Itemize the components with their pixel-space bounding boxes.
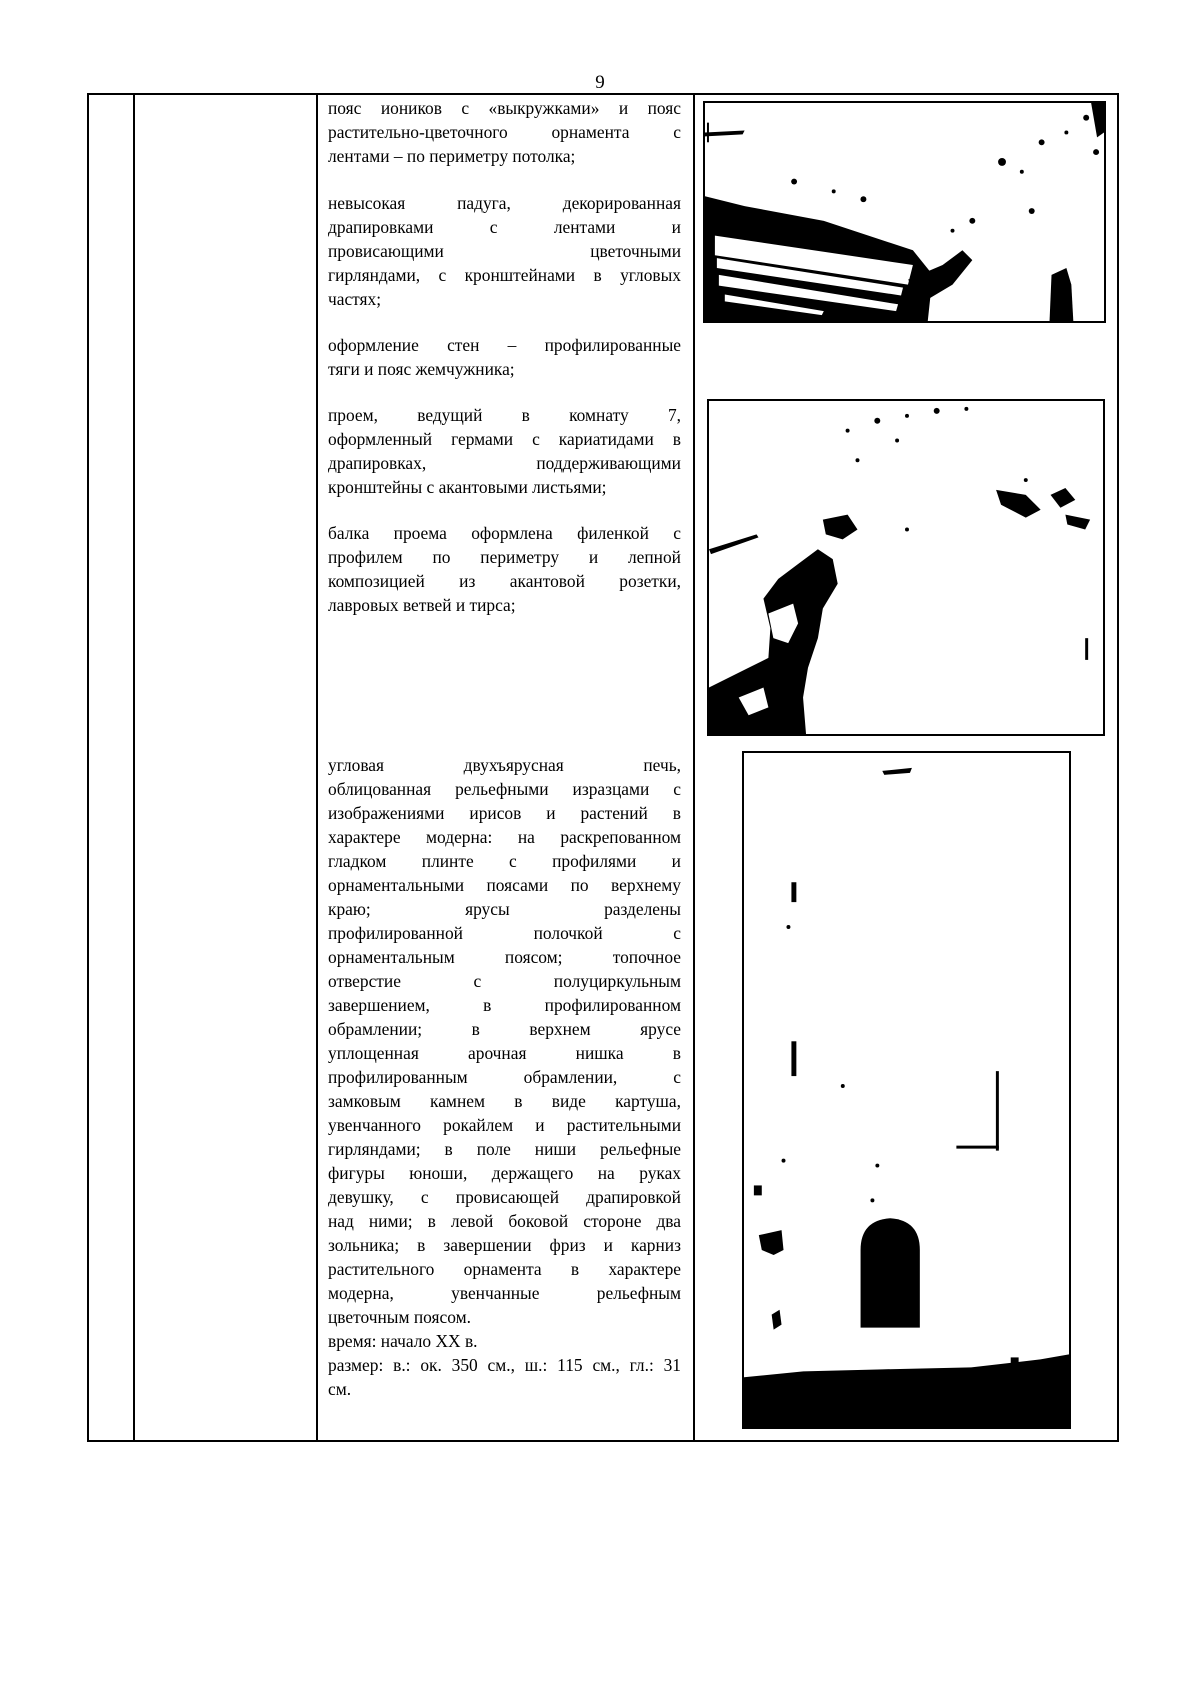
photo-corner-stove-image	[744, 753, 1069, 1427]
text-line: пояс иоников с «выкружками» и пояс	[328, 98, 681, 118]
text-block-walls	[328, 333, 681, 381]
text-line: растительно-цветочного орнамента с	[328, 122, 681, 142]
text-line: замковым камнем в виде картуша,	[328, 1091, 681, 1111]
photo-doorway-image	[709, 401, 1103, 734]
text-line: кронштейны с акантовыми листьями;	[328, 477, 607, 497]
text-block-stove	[328, 753, 681, 1329]
photo-ceiling-corner-image	[705, 103, 1104, 321]
text-line: увенчанного рокайлем и растительными	[328, 1115, 681, 1135]
text-line: девушку, с провисающей драпировкой	[328, 1187, 681, 1207]
page-number: 9	[595, 72, 605, 93]
text-line: орнаментальным поясом; топочное	[328, 947, 681, 967]
text-line: уплощенная арочная нишка в	[328, 1043, 681, 1063]
text-line: время: начало XX в.	[328, 1331, 478, 1351]
text-line: драпировках, поддерживающими	[328, 453, 681, 473]
text-line: частях;	[328, 289, 382, 309]
text-line: тяги и пояс жемчужника;	[328, 359, 515, 379]
text-line: изображениями ирисов и растений в	[328, 803, 681, 823]
column-divider-1	[133, 93, 135, 1442]
text-line: гирляндами; в поле ниши рельефные	[328, 1139, 681, 1159]
text-line: балка проема оформлена филенкой с	[328, 523, 681, 543]
text-block-beam	[328, 521, 681, 617]
text-line: оформление стен – профилированные	[328, 335, 681, 355]
text-line: отверстие с полуциркульным	[328, 971, 681, 991]
text-line: профилированным обрамлении, с	[328, 1067, 681, 1087]
text-line: угловая двухъярусная печь,	[328, 755, 681, 775]
text-line: зольника; в завершении фриз и карниз	[328, 1235, 681, 1255]
column-divider-2	[316, 93, 318, 1442]
text-line: модерна, увенчанные рельефным	[328, 1283, 681, 1303]
text-line: растительного орнамента в характере	[328, 1259, 681, 1279]
text-line: гладком плинте с профилями и	[328, 851, 681, 871]
text-line: невысокая падуга, декорированная	[328, 193, 681, 213]
text-line: гирляндами, с кронштейнами в угловых	[328, 265, 681, 285]
text-line: фигуры юноши, держащего на руках	[328, 1163, 681, 1183]
text-line: профилированной полочкой с	[328, 923, 681, 943]
text-block-paduga	[328, 191, 681, 311]
column-divider-3	[693, 93, 695, 1442]
photo-ceiling-corner	[703, 101, 1106, 323]
text-line: орнаментальными поясами по верхнему	[328, 875, 681, 895]
photo-doorway	[707, 399, 1105, 736]
text-block-doorway	[328, 403, 681, 499]
text-line: краю; ярусы разделены	[328, 899, 681, 919]
text-line: лавровых ветвей и тирса;	[328, 595, 516, 615]
text-line: лентами – по периметру потолка;	[328, 146, 576, 166]
text-line: цветочным поясом.	[328, 1307, 471, 1327]
text-line: обрамлении; в верхнем ярусе	[328, 1019, 681, 1039]
text-block-ceiling-frieze	[328, 96, 681, 168]
text-line: оформленный гермами с кариатидами в	[328, 429, 681, 449]
text-line: проем, ведущий в комнату 7,	[328, 405, 681, 425]
text-line: профилем по периметру и лепной	[328, 547, 681, 567]
text-line: облицованная рельефными изразцами с	[328, 779, 681, 799]
text-line: над ними; в левой боковой стороне два	[328, 1211, 681, 1231]
text-line: провисающими цветочными	[328, 241, 681, 261]
text-line: характере модерна: на раскрепованном	[328, 827, 681, 847]
photo-corner-stove	[742, 751, 1071, 1429]
text-line: драпировками с лентами и	[328, 217, 681, 237]
text-line: завершением, в профилированном	[328, 995, 681, 1015]
text-line: композицией из акантовой розетки,	[328, 571, 681, 591]
text-line: см.	[328, 1379, 352, 1399]
text-line: размер: в.: ок. 350 см., ш.: 115 см., гл.: 31	[328, 1355, 681, 1375]
text-block-date-size	[328, 1329, 681, 1401]
